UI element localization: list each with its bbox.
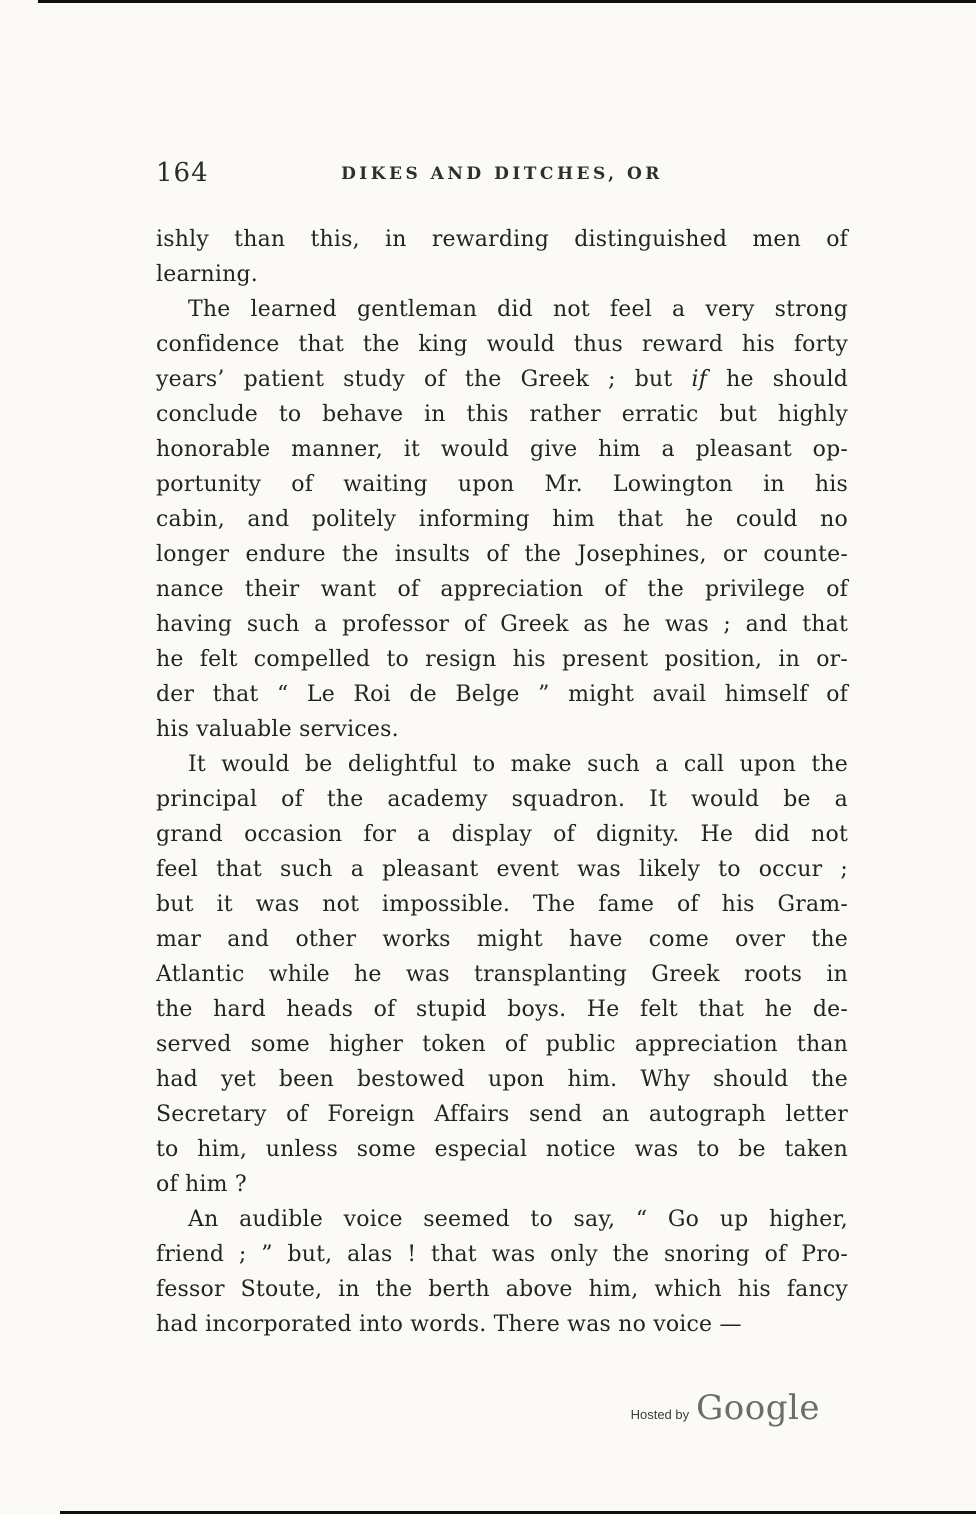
- hosted-by-google-watermark: [631, 1388, 820, 1428]
- scan-edge-top: [38, 0, 976, 3]
- paragraph: [156, 222, 848, 292]
- text-line: The learned gentleman did not feel a very strong: [188, 297, 848, 322]
- text-line: mar and other works might have come over the: [156, 927, 848, 952]
- text-line: learning.: [156, 262, 258, 287]
- text-line: had yet been bestowed upon him. Why should the: [156, 1067, 848, 1092]
- text-line: portunity of waiting upon Mr. Lowington in his: [156, 472, 848, 497]
- text-line: friend ; ” but, alas ! that was only the snoring of Pro-: [156, 1242, 848, 1267]
- paragraph: [156, 292, 848, 747]
- text-line: nance their want of appreciation of the privilege of: [156, 577, 848, 602]
- text-line: of him ?: [156, 1172, 247, 1197]
- text-line: fessor Stoute, in the berth above him, which his fancy: [156, 1277, 848, 1302]
- text-line: confidence that the king would thus reward his forty: [156, 332, 848, 357]
- text-line: Atlantic while he was transplanting Greek roots in: [156, 962, 848, 987]
- text-line: Secretary of Foreign Affairs send an autograph letter: [156, 1102, 848, 1127]
- text-line: had incorporated into words. There was no voice —: [156, 1312, 742, 1337]
- header-title: DIKES AND DITCHES, OR: [341, 164, 663, 184]
- hosted-by-label: Hosted by: [630, 1407, 690, 1422]
- text-line: the hard heads of stupid boys. He felt that he de-: [156, 997, 848, 1022]
- text-line: he felt compelled to resign his present position, in or-: [156, 647, 848, 672]
- text-line: having such a professor of Greek as he was ; and that: [156, 612, 848, 637]
- text-line: ishly than this, in rewarding distinguished men of: [156, 227, 848, 252]
- text-line: years’ patient study of the Greek ; but if he should: [156, 367, 849, 392]
- text-line: conclude to behave in this rather erratic but highly: [156, 402, 848, 427]
- text-line: served some higher token of public appreciation than: [156, 1032, 848, 1057]
- google-logo: Google: [696, 1388, 820, 1428]
- text-line: der that “ Le Roi de Belge ” might avail himself of: [156, 682, 848, 707]
- body-text: [156, 222, 848, 1342]
- text-line: to him, unless some especial notice was to be taken: [156, 1137, 848, 1162]
- text-line: longer endure the insults of the Josephines, or counte-: [156, 542, 848, 567]
- text-line: cabin, and politely informing him that he could no: [156, 507, 848, 532]
- text-line: honorable manner, it would give him a pleasant op-: [156, 437, 848, 462]
- text-line: It would be delightful to make such a call upon the: [188, 752, 848, 777]
- text-line: his valuable services.: [156, 717, 399, 742]
- page-number: 164: [156, 158, 209, 188]
- text-line: but it was not impossible. The fame of his Gram-: [156, 892, 848, 917]
- paragraph: [156, 1202, 848, 1342]
- text-line: grand occasion for a display of dignity. He did not: [156, 822, 848, 847]
- paragraph: [156, 747, 848, 1202]
- scan-edge-bottom: [60, 1511, 976, 1514]
- running-head: [156, 158, 848, 192]
- text-line: An audible voice seemed to say, “ Go up higher,: [188, 1207, 848, 1232]
- text-line: principal of the academy squadron. It would be a: [156, 787, 848, 812]
- text-line: feel that such a pleasant event was likely to occur ;: [156, 857, 848, 882]
